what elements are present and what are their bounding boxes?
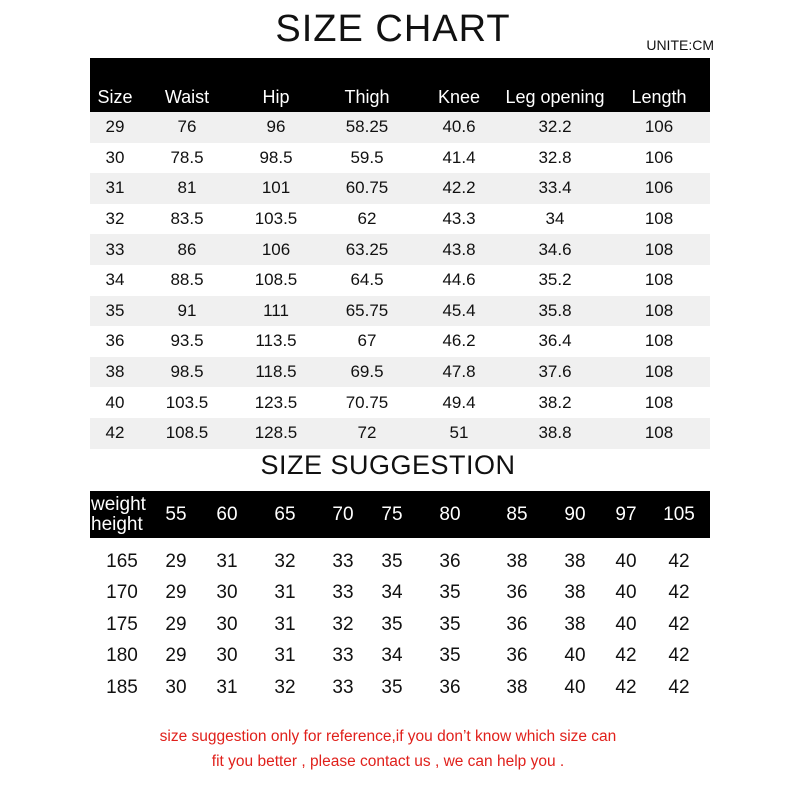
size-chart-cell: 59.5 bbox=[318, 143, 416, 174]
weight-header-cell: 80 bbox=[412, 491, 488, 538]
size-chart-cell: 113.5 bbox=[234, 326, 318, 357]
suggestion-row bbox=[90, 578, 710, 610]
page-title: SIZE CHART bbox=[275, 8, 511, 50]
suggested-size-cell: 40 bbox=[564, 645, 586, 667]
corner-weight-label: weight bbox=[91, 493, 146, 515]
suggested-size-cell: 36 bbox=[506, 613, 528, 635]
size-chart-cell: 46.2 bbox=[416, 326, 502, 357]
suggested-size-cell: 40 bbox=[615, 613, 637, 635]
suggested-size-cell: 32 bbox=[274, 676, 296, 698]
suggested-size-cell: 36 bbox=[506, 645, 528, 667]
suggested-size-cell: 38 bbox=[506, 550, 528, 572]
suggested-size-cell: 40 bbox=[564, 676, 586, 698]
size-chart-cell: 33.4 bbox=[502, 173, 608, 204]
weight-header-cell: 90 bbox=[546, 491, 604, 538]
size-chart-cell: 118.5 bbox=[234, 357, 318, 388]
size-chart-cell: 37.6 bbox=[502, 357, 608, 388]
size-chart-cell: 108 bbox=[608, 326, 710, 357]
size-chart-cell: 64.5 bbox=[318, 265, 416, 296]
size-chart-cell: 69.5 bbox=[318, 357, 416, 388]
suggested-size-cell: 36 bbox=[506, 582, 528, 604]
size-chart-cell: 45.4 bbox=[416, 296, 502, 327]
suggested-size-cell: 35 bbox=[439, 645, 461, 667]
size-chart-cell: 96 bbox=[234, 112, 318, 143]
size-chart-cell: 44.6 bbox=[416, 265, 502, 296]
size-chart-cell: 103.5 bbox=[234, 204, 318, 235]
suggested-size-cell: 35 bbox=[381, 550, 403, 572]
suggested-size-cell: 30 bbox=[216, 645, 238, 667]
size-chart-row bbox=[90, 234, 710, 265]
suggestion-row bbox=[90, 672, 710, 704]
size-chart-row bbox=[90, 173, 710, 204]
reference-note bbox=[0, 724, 776, 774]
suggested-size-cell: 30 bbox=[216, 582, 238, 604]
suggested-size-cell: 42 bbox=[668, 550, 690, 572]
size-chart-cell: 128.5 bbox=[234, 418, 318, 449]
size-chart-row bbox=[90, 418, 710, 449]
suggested-size-cell: 31 bbox=[274, 582, 296, 604]
size-chart-cell: 38 bbox=[90, 357, 140, 388]
size-chart-cell: 36.4 bbox=[502, 326, 608, 357]
header-knee: Knee bbox=[416, 58, 502, 112]
header-length: Length bbox=[608, 58, 710, 112]
header-size: Size bbox=[90, 58, 140, 112]
size-chart-cell: 67 bbox=[318, 326, 416, 357]
size-chart-cell: 98.5 bbox=[234, 143, 318, 174]
height-cell: 180 bbox=[106, 645, 138, 667]
size-chart-cell: 40.6 bbox=[416, 112, 502, 143]
header-waist: Waist bbox=[140, 58, 234, 112]
size-chart-cell: 65.75 bbox=[318, 296, 416, 327]
suggested-size-cell: 29 bbox=[165, 613, 187, 635]
size-chart-cell: 108 bbox=[608, 234, 710, 265]
size-chart-row bbox=[90, 296, 710, 327]
size-chart-cell: 31 bbox=[90, 173, 140, 204]
size-chart-cell: 43.8 bbox=[416, 234, 502, 265]
suggested-size-cell: 33 bbox=[332, 550, 354, 572]
size-chart-cell: 123.5 bbox=[234, 387, 318, 418]
size-chart-row bbox=[90, 143, 710, 174]
suggested-size-cell: 30 bbox=[165, 676, 187, 698]
suggestion-row bbox=[90, 538, 710, 578]
size-chart-cell: 30 bbox=[90, 143, 140, 174]
suggestion-row bbox=[90, 641, 710, 673]
size-chart-cell: 81 bbox=[140, 173, 234, 204]
size-chart-cell: 62 bbox=[318, 204, 416, 235]
suggested-size-cell: 29 bbox=[165, 582, 187, 604]
size-chart-cell: 108 bbox=[608, 265, 710, 296]
size-chart-row bbox=[90, 326, 710, 357]
size-chart-cell: 41.4 bbox=[416, 143, 502, 174]
suggestion-header-row bbox=[90, 491, 710, 538]
suggested-size-cell: 32 bbox=[332, 613, 354, 635]
weight-header-cell: 70 bbox=[314, 491, 372, 538]
header-leg-opening: Leg opening bbox=[502, 58, 608, 112]
header-hip: Hip bbox=[234, 58, 318, 112]
size-chart-cell: 108 bbox=[608, 204, 710, 235]
suggested-size-cell: 42 bbox=[615, 676, 637, 698]
suggested-size-cell: 38 bbox=[564, 582, 586, 604]
suggested-size-cell: 35 bbox=[439, 613, 461, 635]
suggested-size-cell: 40 bbox=[615, 582, 637, 604]
suggested-size-cell: 42 bbox=[668, 613, 690, 635]
size-suggestion-table bbox=[90, 491, 710, 704]
size-chart-cell: 34.6 bbox=[502, 234, 608, 265]
size-chart-cell: 40 bbox=[90, 387, 140, 418]
size-chart-cell: 32.2 bbox=[502, 112, 608, 143]
size-chart-cell: 111 bbox=[234, 296, 318, 327]
suggested-size-cell: 33 bbox=[332, 676, 354, 698]
size-chart-cell: 108.5 bbox=[234, 265, 318, 296]
size-chart-cell: 34 bbox=[502, 204, 608, 235]
suggested-size-cell: 42 bbox=[668, 582, 690, 604]
size-chart-cell: 108 bbox=[608, 296, 710, 327]
suggested-size-cell: 31 bbox=[216, 550, 238, 572]
size-chart-cell: 47.8 bbox=[416, 357, 502, 388]
height-cell: 185 bbox=[106, 676, 138, 698]
size-chart-cell: 101 bbox=[234, 173, 318, 204]
corner-height-label: height bbox=[91, 513, 143, 535]
suggested-size-cell: 31 bbox=[274, 613, 296, 635]
size-chart-cell: 106 bbox=[608, 173, 710, 204]
height-cell: 165 bbox=[106, 550, 138, 572]
note-line-1: size suggestion only for reference,if you don’t know which size can bbox=[159, 728, 617, 745]
suggested-size-cell: 29 bbox=[165, 550, 187, 572]
size-chart-cell: 93.5 bbox=[140, 326, 234, 357]
suggested-size-cell: 40 bbox=[615, 550, 637, 572]
suggested-size-cell: 33 bbox=[332, 582, 354, 604]
suggested-size-cell: 30 bbox=[216, 613, 238, 635]
size-chart-cell: 72 bbox=[318, 418, 416, 449]
header-thigh: Thigh bbox=[318, 58, 416, 112]
size-chart-cell: 36 bbox=[90, 326, 140, 357]
size-chart-cell: 43.3 bbox=[416, 204, 502, 235]
size-chart-cell: 88.5 bbox=[140, 265, 234, 296]
suggested-size-cell: 38 bbox=[564, 550, 586, 572]
weight-header-cell: 105 bbox=[648, 491, 710, 538]
size-chart-cell: 32 bbox=[90, 204, 140, 235]
suggested-size-cell: 36 bbox=[439, 676, 461, 698]
suggested-size-cell: 35 bbox=[381, 613, 403, 635]
size-chart-cell: 70.75 bbox=[318, 387, 416, 418]
suggested-size-cell: 29 bbox=[165, 645, 187, 667]
size-chart-cell: 103.5 bbox=[140, 387, 234, 418]
size-chart-cell: 35 bbox=[90, 296, 140, 327]
suggested-size-cell: 36 bbox=[439, 550, 461, 572]
weight-header-cell: 85 bbox=[488, 491, 546, 538]
size-chart-cell: 106 bbox=[608, 112, 710, 143]
size-chart-row bbox=[90, 265, 710, 296]
size-chart-cell: 38.8 bbox=[502, 418, 608, 449]
size-chart-cell: 51 bbox=[416, 418, 502, 449]
weight-header-cell: 60 bbox=[198, 491, 256, 538]
note-line-2: fit you better , please contact us , we can help you . bbox=[211, 753, 565, 770]
size-chart-cell: 35.8 bbox=[502, 296, 608, 327]
suggested-size-cell: 35 bbox=[439, 582, 461, 604]
size-chart-cell: 60.75 bbox=[318, 173, 416, 204]
size-chart-cell: 76 bbox=[140, 112, 234, 143]
height-cell: 170 bbox=[106, 582, 138, 604]
suggested-size-cell: 31 bbox=[216, 676, 238, 698]
size-chart-cell: 98.5 bbox=[140, 357, 234, 388]
size-chart-cell: 78.5 bbox=[140, 143, 234, 174]
size-chart-cell: 86 bbox=[140, 234, 234, 265]
weight-header-cell: 65 bbox=[256, 491, 314, 538]
size-chart-cell: 106 bbox=[234, 234, 318, 265]
suggested-size-cell: 33 bbox=[332, 645, 354, 667]
size-chart-cell: 108 bbox=[608, 357, 710, 388]
size-chart-cell: 42.2 bbox=[416, 173, 502, 204]
size-chart-row bbox=[90, 387, 710, 418]
size-chart-header-row bbox=[90, 58, 710, 112]
size-chart-cell: 32.8 bbox=[502, 143, 608, 174]
suggestion-title: SIZE SUGGESTION bbox=[260, 450, 516, 480]
size-chart-cell: 106 bbox=[608, 143, 710, 174]
suggested-size-cell: 42 bbox=[668, 645, 690, 667]
suggested-size-cell: 42 bbox=[668, 676, 690, 698]
size-chart-cell: 58.25 bbox=[318, 112, 416, 143]
suggested-size-cell: 31 bbox=[274, 645, 296, 667]
suggested-size-cell: 35 bbox=[381, 676, 403, 698]
suggestion-row bbox=[90, 609, 710, 641]
size-chart-cell: 108.5 bbox=[140, 418, 234, 449]
size-chart-cell: 29 bbox=[90, 112, 140, 143]
weight-height-corner bbox=[90, 491, 154, 538]
suggested-size-cell: 34 bbox=[381, 582, 403, 604]
size-chart-cell: 34 bbox=[90, 265, 140, 296]
size-chart-cell: 35.2 bbox=[502, 265, 608, 296]
size-chart-cell: 42 bbox=[90, 418, 140, 449]
suggested-size-cell: 34 bbox=[381, 645, 403, 667]
weight-header-cell: 97 bbox=[604, 491, 648, 538]
size-chart-row bbox=[90, 204, 710, 235]
unit-label: UNITE:CM bbox=[646, 37, 714, 53]
size-chart-cell: 63.25 bbox=[318, 234, 416, 265]
weight-header-cell: 75 bbox=[372, 491, 412, 538]
size-chart-cell: 33 bbox=[90, 234, 140, 265]
size-chart-row bbox=[90, 357, 710, 388]
size-chart-cell: 83.5 bbox=[140, 204, 234, 235]
suggested-size-cell: 42 bbox=[615, 645, 637, 667]
size-chart-cell: 49.4 bbox=[416, 387, 502, 418]
suggested-size-cell: 32 bbox=[274, 550, 296, 572]
suggested-size-cell: 38 bbox=[506, 676, 528, 698]
size-chart-cell: 108 bbox=[608, 387, 710, 418]
size-chart-table bbox=[90, 58, 710, 449]
size-chart-cell: 108 bbox=[608, 418, 710, 449]
size-chart-row bbox=[90, 112, 710, 143]
size-chart-cell: 38.2 bbox=[502, 387, 608, 418]
size-chart-cell: 91 bbox=[140, 296, 234, 327]
suggested-size-cell: 38 bbox=[564, 613, 586, 635]
height-cell: 175 bbox=[106, 613, 138, 635]
weight-header-cell: 55 bbox=[154, 491, 198, 538]
